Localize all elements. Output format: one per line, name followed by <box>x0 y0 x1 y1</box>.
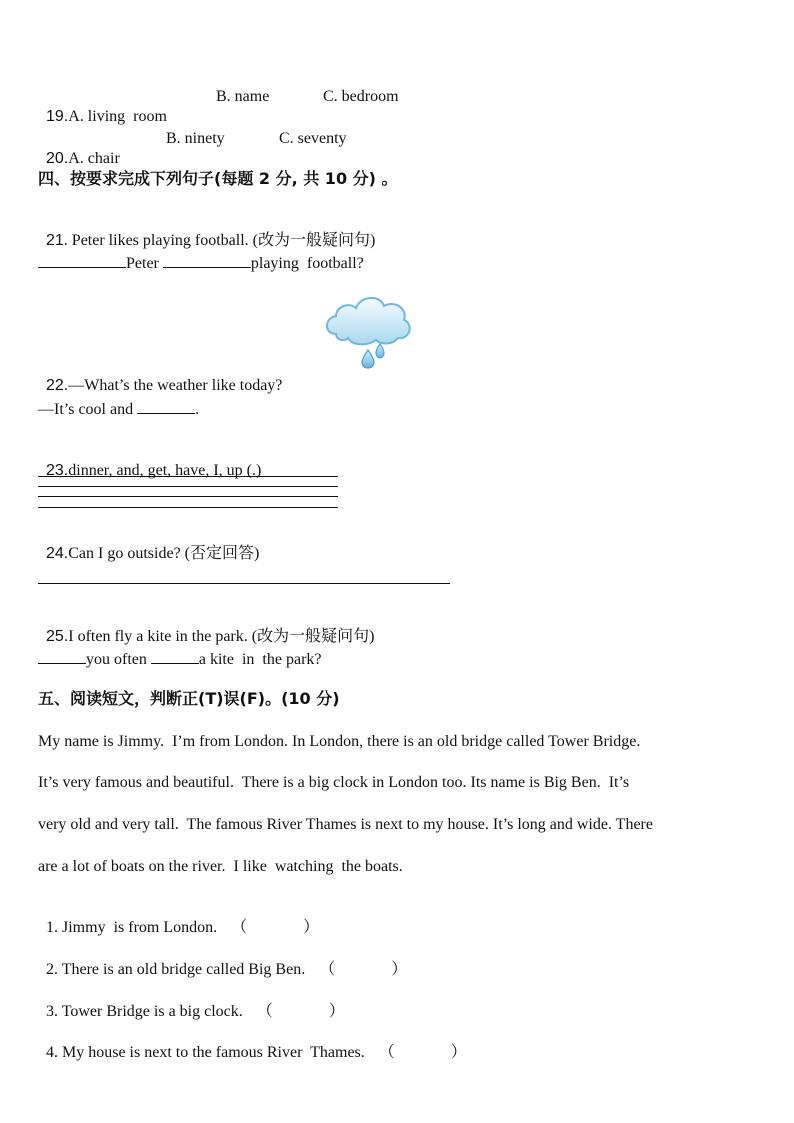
rain-cloud-icon <box>322 290 414 376</box>
answer-blank[interactable] <box>38 649 86 664</box>
answer-25 <box>38 649 322 670</box>
question-22 <box>38 356 282 396</box>
question-text: dinner, and, get, have, I, up (.) <box>68 462 262 479</box>
question-text: I often fly a kite in the park. (改为一般疑问句) <box>68 628 375 645</box>
question-25 <box>38 607 374 647</box>
question-21 <box>38 211 375 251</box>
question-number: 23. <box>46 462 69 479</box>
section-5-title: 五、阅读短文，判断正(T)误(F)。(10 分) <box>38 689 340 708</box>
question-19 <box>38 87 167 127</box>
question-number: 19. <box>46 108 69 125</box>
answer-text: —It’s cool and <box>38 401 138 418</box>
answer-22 <box>38 399 199 420</box>
question-number: 22. <box>46 377 69 394</box>
choice-c: C. seventy <box>279 130 347 147</box>
question-number: 25. <box>46 628 69 645</box>
judgment-text: 4. My house is next to the famous River Thames. <box>46 1044 365 1061</box>
question-number: 20. <box>46 150 69 167</box>
choice-c: C. bedroom <box>323 88 399 105</box>
choice-a: A. living room <box>68 108 167 125</box>
answer-bracket[interactable]: （ ） <box>231 919 320 936</box>
writing-line[interactable] <box>38 486 338 487</box>
answer-blank[interactable] <box>38 253 126 268</box>
answer-line[interactable] <box>38 583 450 584</box>
passage-line: very old and very tall. The famous River Thames is next to my house. It’s long and wide. There <box>38 816 653 833</box>
question-number: 21 <box>46 232 64 249</box>
question-text: Can I go outside? (否定回答) <box>68 545 260 562</box>
answer-text: a kite in the park? <box>198 651 322 668</box>
judgment-1 <box>38 898 319 938</box>
answer-bracket[interactable]: （ ） <box>319 961 408 978</box>
choice-b: B. name <box>216 88 270 105</box>
answer-blank[interactable] <box>137 399 195 414</box>
answer-text: Peter <box>126 255 159 272</box>
judgment-text: 3. Tower Bridge is a big clock. <box>46 1003 243 1020</box>
answer-text: you often <box>86 651 151 668</box>
passage-line: are a lot of boats on the river. I like watching the boats. <box>38 858 403 875</box>
answer-end: . <box>195 401 200 418</box>
judgment-2 <box>38 940 407 980</box>
answer-blank[interactable] <box>163 253 251 268</box>
writing-line[interactable] <box>38 496 338 497</box>
answer-21 <box>38 253 364 274</box>
judgment-3 <box>38 982 345 1022</box>
writing-line[interactable] <box>38 507 338 508</box>
passage-line: It’s very famous and beautiful. There is a big clock in London too. Its name is Big Ben. It’s <box>38 774 630 791</box>
judgment-text: 2. There is an old bridge called Big Ben. <box>46 961 306 978</box>
judgment-text: 1. Jimmy is from London. <box>46 919 218 936</box>
choice-a: A. chair <box>68 150 120 167</box>
answer-text: playing football? <box>250 255 364 272</box>
choice-b: B. ninety <box>166 130 225 147</box>
passage-line: My name is Jimmy. I’m from London. In London, there is an old bridge called Tower Bridge. <box>38 733 641 750</box>
answer-bracket[interactable]: （ ） <box>256 1003 345 1020</box>
judgment-4 <box>38 1023 467 1063</box>
question-text: —What’s the weather like today? <box>68 377 283 394</box>
question-23 <box>38 441 261 481</box>
question-20 <box>38 129 120 169</box>
writing-line[interactable] <box>38 476 338 477</box>
question-number: 24. <box>46 545 69 562</box>
question-text: . Peter likes playing football. (改为一般疑问句) <box>63 232 376 249</box>
answer-blank[interactable] <box>151 649 199 664</box>
section-4-title: 四、按要求完成下列句子(每题 2 分, 共 10 分) 。 <box>38 169 398 188</box>
answer-bracket[interactable]: （ ） <box>378 1044 467 1061</box>
question-24 <box>38 524 259 564</box>
